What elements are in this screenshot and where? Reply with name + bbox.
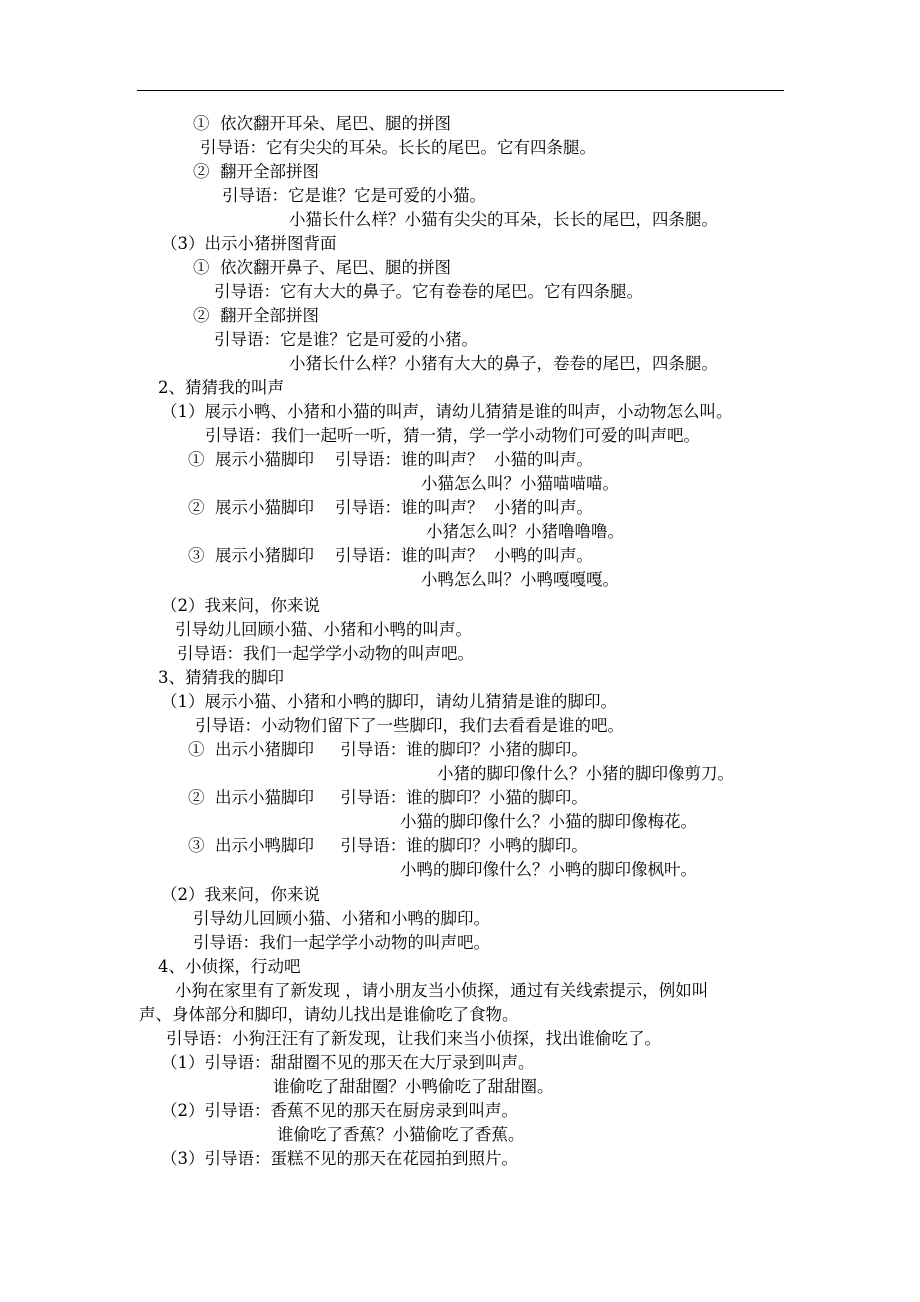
text-line: 小猫的脚印像什么？小猫的脚印像梅花。 [400,812,697,831]
text-line: 引导语：我们一起学学小动物的叫声吧。 [177,644,474,663]
text-line: 小鸭怎么叫？小鸭嘎嘎嘎。 [421,570,619,589]
text-line: ① 展示小猫脚印 引导语：谁的叫声？ 小猫的叫声。 [188,450,593,469]
text-line: 小猫怎么叫？小猫喵喵喵。 [421,474,619,493]
text-line: 小猪的脚印像什么？小猪的脚印像剪刀。 [437,764,734,783]
text-line: 小狗在家里有了新发现 ，请小朋友当小侦探，通过有关线索提示，例如叫 [175,981,709,1000]
text-line: 引导语：它是谁？它是可爱的小猪。 [214,330,478,349]
text-line: 引导语：它是谁？它是可爱的小猫。 [222,186,486,205]
text-line: （1）展示小猫、小猪和小鸭的脚印，请幼儿猜猜是谁的脚印。 [161,692,617,711]
text-line: ① 依次翻开鼻子、尾巴、腿的拼图 [193,258,451,277]
text-line: 声、身体部分和脚印，请幼儿找出是谁偷吃了食物。 [139,1005,519,1024]
text-line: 引导语：小动物们留下了一些脚印，我们去看看是谁的吧。 [195,716,624,735]
text-line: 小猪怎么叫？小猪噜噜噜。 [426,522,624,541]
text-line: ① 依次翻开耳朵、尾巴、腿的拼图 [193,114,451,133]
text-line: 引导幼儿回顾小猫、小猪和小鸭的脚印。 [193,909,490,928]
text-line: 谁偷吃了甜甜圈？小鸭偷吃了甜甜圈。 [273,1077,554,1096]
text-line: 引导语：我们一起学学小动物的叫声吧。 [193,933,490,952]
section-heading: 3、猜猜我的脚印 [158,668,284,687]
text-line: 引导语：我们一起听一听，猜一猜，学一学小动物们可爱的叫声吧。 [205,426,700,445]
section-heading: 2、猜猜我的叫声 [158,378,284,397]
text-line: （1）展示小鸭、小猪和小猫的叫声，请幼儿猜猜是谁的叫声，小动物怎么叫。 [161,402,733,421]
text-line: （2）我来问，你来说 [161,885,320,904]
text-line: 谁偷吃了香蕉？小猫偷吃了香蕉。 [277,1125,525,1144]
text-line: ② 翻开全部拼图 [193,306,319,325]
text-line: ② 展示小猫脚印 引导语：谁的叫声？ 小猪的叫声。 [188,498,593,517]
text-line: 引导语：小狗汪汪有了新发现，让我们来当小侦探，找出谁偷吃了。 [166,1029,661,1048]
text-line: ③ 展示小猪脚印 引导语：谁的叫声？ 小鸭的叫声。 [188,546,593,565]
text-line: 引导语：它有尖尖的耳朵。长长的尾巴。它有四条腿。 [200,138,596,157]
text-line: ② 出示小猫脚印 引导语：谁的脚印？小猫的脚印。 [188,788,588,807]
text-line: ① 出示小猪脚印 引导语：谁的脚印？小猪的脚印。 [188,740,588,759]
text-line: 小猫长什么样？小猫有尖尖的耳朵，长长的尾巴，四条腿。 [289,210,718,229]
text-line: 引导幼儿回顾小猫、小猪和小鸭的叫声。 [175,620,472,639]
text-line: 小猪长什么样？小猪有大大的鼻子，卷卷的尾巴，四条腿。 [289,354,718,373]
text-line: 小鸭的脚印像什么？小鸭的脚印像枫叶。 [400,860,697,879]
text-line: 引导语：它有大大的鼻子。它有卷卷的尾巴。它有四条腿。 [214,282,643,301]
text-line: （2）我来问，你来说 [161,596,320,615]
text-line: （3）出示小猪拼图背面 [161,234,337,253]
text-line: ② 翻开全部拼图 [193,162,319,181]
text-line: （3）引导语：蛋糕不见的那天在花园拍到照片。 [161,1149,518,1168]
section-heading: 4、小侦探，行动吧 [158,957,301,976]
header-rule [137,90,784,91]
text-line: （2）引导语：香蕉不见的那天在厨房录到叫声。 [161,1101,518,1120]
text-line: ③ 出示小鸭脚印 引导语：谁的脚印？小鸭的脚印。 [188,836,588,855]
text-line: （1）引导语：甜甜圈不见的那天在大厅录到叫声。 [161,1053,535,1072]
